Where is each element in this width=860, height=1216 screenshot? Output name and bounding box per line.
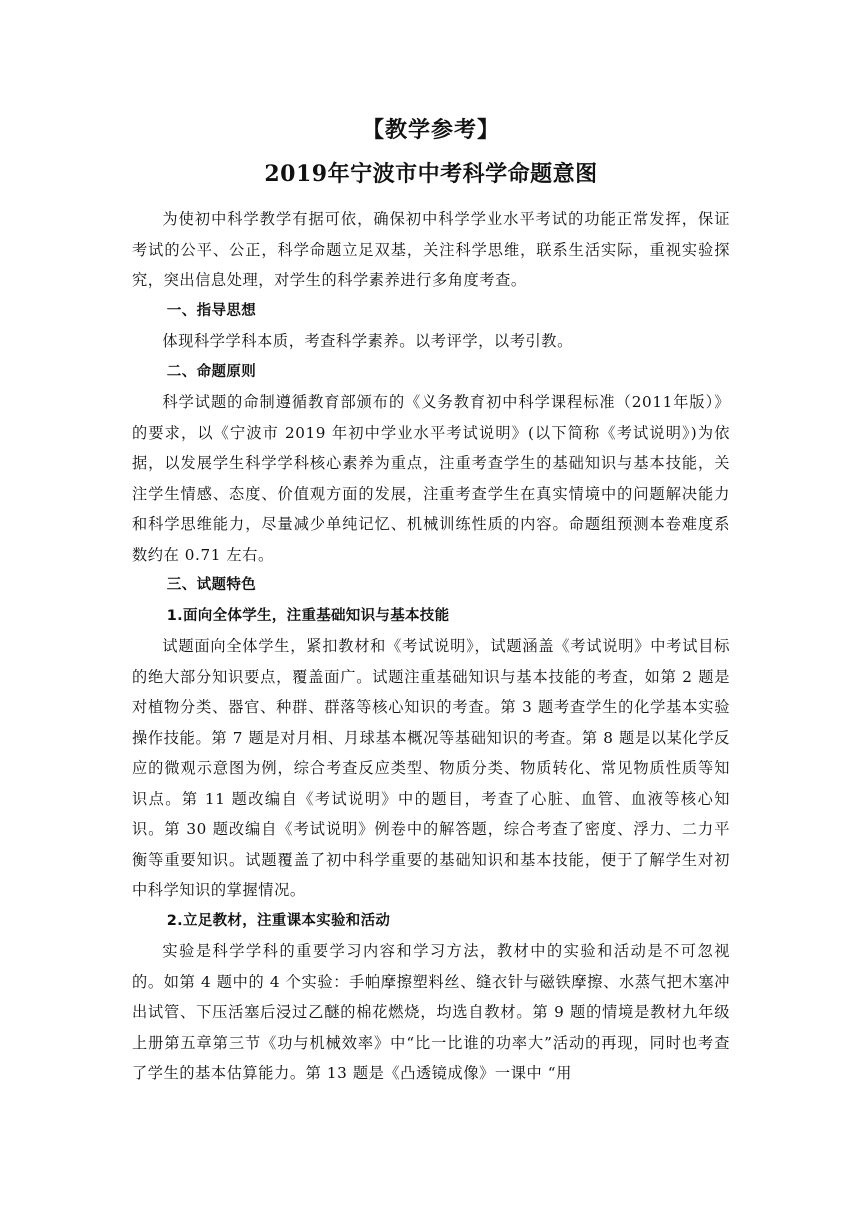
subsection-text-basics: 试题面向全体学生，紧扣教材和《考试说明》，试题涵盖《考试说明》中考试目标的绝大部分知识要点，覆盖面广。试题注重基础知识与基本技能的考查，如第 2 题是对植物分类、器官、种群、群落等核心知识的考查。第 3 题考查学生的化学基本实验操作技能。第 7 题是对月相、月球基本概况等基础知识的考查。第 8 题是以某化学反应的微观示意图为例，综合考查反应类型、物质分类、物质转化、常见物质性质等知识点。第 11 题改编自《考试说明》中的题目，考查了心脏、血管、血液等核心知识。第 30 题改编自《考试说明》例卷中的解答题，综合考查了密度、浮力、二力平衡等重要知识。试题覆盖了初中科学重要的基础知识和基本技能，便于了解学生对初中科学知识的掌握情况。: [132, 637, 730, 899]
page-title: 2019年宁波市中考科学命题意图: [264, 161, 598, 187]
section-text-principles: 科学试题的命制遵循教育部颁布的《义务教育初中科学课程标准（2011年版）》的要求，以《宁波市 2019 年初中学业水平考试说明》(以下简称《考试说明》)为依据，以发展学生科学学科核心素养为重点，注重考查学生的基础知识与基本技能，关注学生情感、态度、价值观方面的发展，注重考查学生在真实情境中的问题解决能力和科学思维能力，尽量减少单纯记忆、机械训练性质的内容。命题组预测本卷难度系数约在 0.71 左右。: [132, 393, 730, 564]
tag-title: 【教学参考】: [361, 117, 500, 143]
document-content: [132, 112, 730, 1089]
subsection-heading-textbook: 2.立足教材，注重课本实验和活动: [166, 912, 391, 929]
section-heading-principles: 二、命题原则: [166, 363, 257, 380]
subsection-text-textbook: 实验是科学学科的重要学习内容和学习方法，教材中的实验和活动是不可忽视的。如第 4 题中的 4 个实验：手帕摩擦塑料丝、缝衣针与磁铁摩擦、水蒸气把木塞冲出试管、下压活塞后浸过乙醚的棉花燃烧，均选自教材。第 9 题的情境是教材九年级上册第五章第三节《功与机械效率》中“比一比谁的功率大”活动的再现，同时也考查了学生的基本估算能力。第 13 题是《凸透镜成像》一课中 “用: [132, 942, 730, 1082]
intro-paragraph: 为使初中科学教学有据可依，确保初中科学学业水平考试的功能正常发挥，保证考试的公平、公正，科学命题立足双基，关注科学思维，联系生活实际，重视实验探究，突出信息处理，对学生的科学素养进行多角度考查。: [132, 210, 730, 289]
section-heading-guiding-ideology: 一、指导思想: [166, 302, 257, 319]
section-text-guiding-ideology: 体现科学学科本质，考查科学素养。以考评学，以考引教。: [162, 332, 573, 350]
section-heading-features: 三、试题特色: [166, 577, 257, 593]
subsection-heading-basics: 1.面向全体学生，注重基础知识与基本技能: [166, 607, 450, 624]
